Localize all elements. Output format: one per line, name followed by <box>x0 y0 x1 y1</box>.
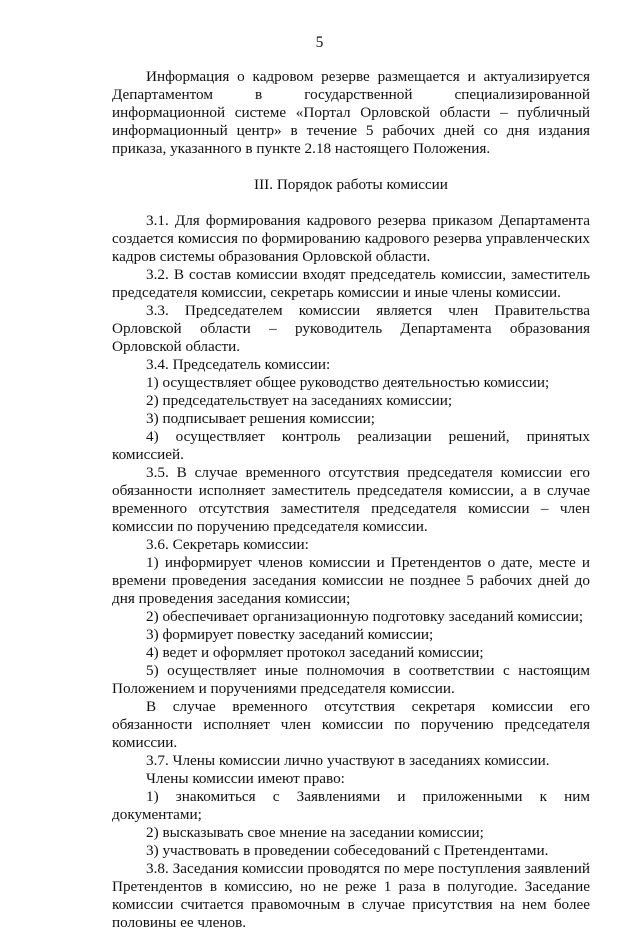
clause-3-7: 3.7. Члены комиссии лично участвуют в заседаниях комиссии. <box>146 752 550 769</box>
list-item: 3) подписывает решения комиссии; <box>146 410 375 427</box>
list-item: 3) формирует повестку заседаний комиссии; <box>146 626 434 643</box>
list-item: 2) высказывать свое мнение на заседании комиссии; <box>146 824 484 841</box>
clause-3-5: 3.5. В случае временного отсутствия председателя комиссии его обязанности исполняет заместитель председателя комиссии, а в случае временного отсутствия заместителя председателя комиссии – член комиссии по поручению председателя комиссии. <box>112 464 590 535</box>
section-heading: III. Порядок работы комиссии <box>254 176 448 193</box>
list-item: 2) председательствует на заседаниях комиссии; <box>146 392 453 409</box>
clause-3-6: 3.6. Секретарь комиссии: <box>146 536 309 553</box>
list-item: 1) знакомиться с Заявлениями и приложенными к ним документами; <box>112 788 590 823</box>
page-number: 5 <box>315 34 324 51</box>
list-item: 5) осуществляет иные полномочия в соответствии с настоящим Положением и поручениями председателя комиссии. <box>112 662 590 697</box>
paragraph-secretary-absence: В случае временного отсутствия секретаря комиссии его обязанности исполняет член комиссии по поручению председателя комиссии. <box>112 698 590 751</box>
list-item: 2) обеспечивает организационную подготовку заседаний комиссии; <box>146 608 584 625</box>
clause-3-1: 3.1. Для формирования кадрового резерва приказом Департамента создается комиссия по формированию кадрового резерва управленческих кадров системы образования Орловской области. <box>112 212 590 265</box>
list-item: 4) осуществляет контроль реализации решений, принятых комиссией. <box>112 428 590 463</box>
document-body <box>112 68 590 932</box>
list-item: 4) ведет и оформляет протокол заседаний комиссии; <box>146 644 484 661</box>
clause-3-4: 3.4. Председатель комиссии: <box>146 356 331 373</box>
clause-3-3: 3.3. Председателем комиссии является член Правительства Орловской области – руководитель Департамента образования Орловской области. <box>112 302 590 355</box>
clause-3-2: 3.2. В состав комиссии входят председатель комиссии, заместитель председателя комиссии, секретарь комиссии и иные члены комиссии. <box>112 266 590 301</box>
list-item: 3) участвовать в проведении собеседований с Претендентами. <box>146 842 549 859</box>
paragraph-cadre-reserve-info: Информация о кадровом резерве размещается и актуализируется Департаментом в государственной специализированной информационной системе «Портал Орловской области – публичный информационный центр» в течение 5 рабочих дней со дня издания приказа, указанного в пункте 2.18 настоящего Положения. <box>112 68 590 157</box>
paragraph-member-rights: Члены комиссии имеют право: <box>146 770 345 787</box>
clause-3-8: 3.8. Заседания комиссии проводятся по мере поступления заявлений Претендентов в комиссию, но не реже 1 раза в полугодие. Заседание комиссии считается правомочным в случае присутствия на нем более половины ее членов. <box>112 860 590 931</box>
list-item: 1) осуществляет общее руководство деятельностью комиссии; <box>146 374 550 391</box>
list-item: 1) информирует членов комиссии и Претендентов о дате, месте и времени проведения заседания комиссии не позднее 5 рабочих дней до дня проведения заседания комиссии; <box>112 554 590 607</box>
